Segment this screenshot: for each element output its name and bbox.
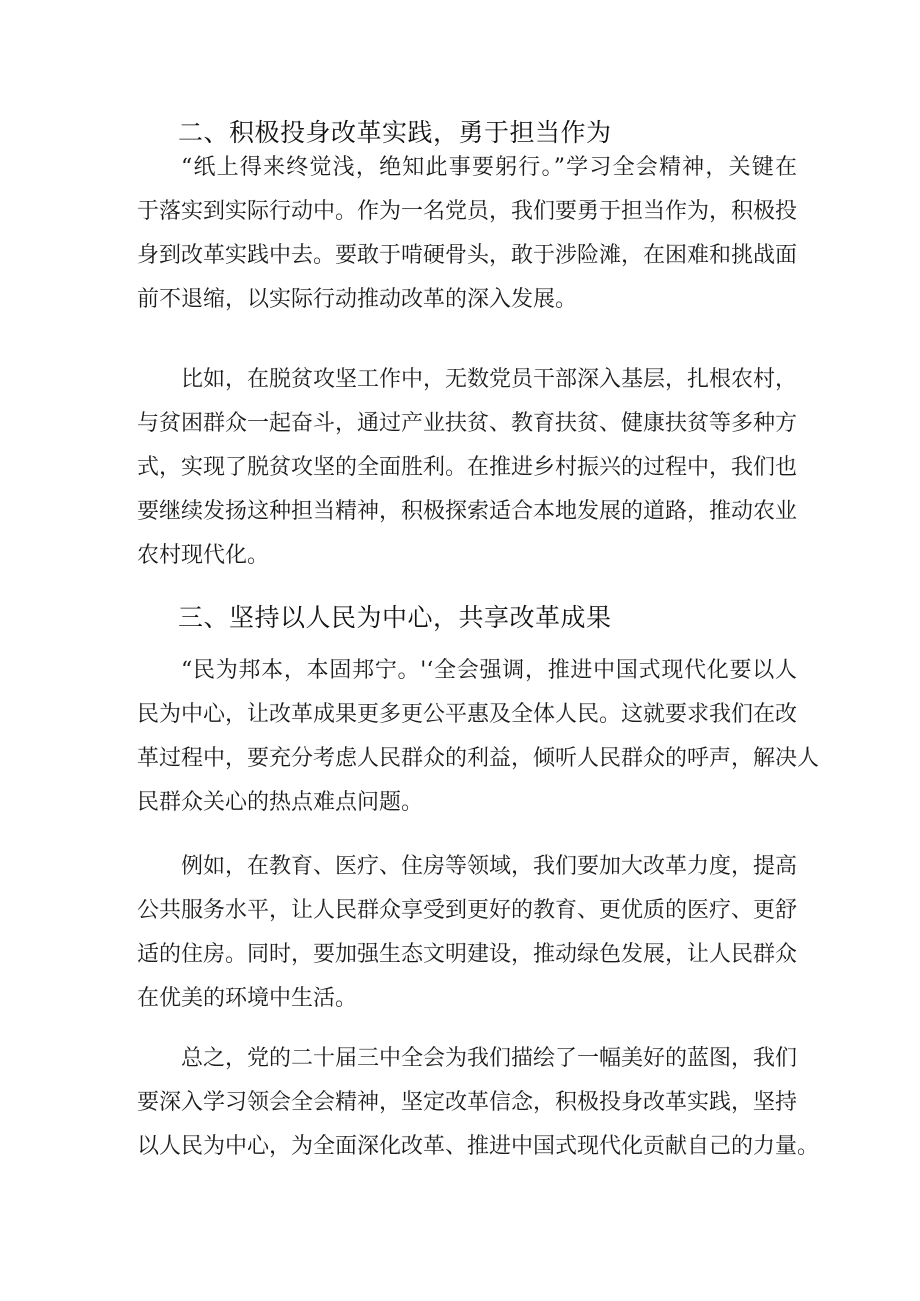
paragraph-conclusion xyxy=(137,1037,820,1169)
section-heading-2: 二、积极投身改革实践，勇于担当作为 xyxy=(178,118,612,147)
paragraph-line: 前不退缩，以实际行动推动改革的深入发展。 xyxy=(137,287,578,312)
paragraph-line: 身到改革实践中去。要敢于啃硬骨头，敢于涉险滩，在困难和挑战面 xyxy=(137,243,798,268)
paragraph-line: 民群众关心的热点难点问题。 xyxy=(137,790,424,815)
paragraph-line: 在优美的环境中生活。 xyxy=(137,986,358,1011)
paragraph-line: 适的住房。同时，要加强生态文明建设，推动绿色发展，让人民群众 xyxy=(137,942,798,967)
paragraph-line: 以人民为中心，为全面深化改革、推进中国式现代化贡献自己的力量。 xyxy=(137,1134,820,1159)
paragraph-line: 总之，党的二十届三中全会为我们描绘了一幅美好的蓝图，我们 xyxy=(181,1046,798,1071)
paragraph-practice xyxy=(137,146,797,322)
paragraph-line: 要深入学习领会全会精神，坚定改革信念，积极投身改革实践，坚持 xyxy=(137,1090,798,1115)
paragraph-people-centered xyxy=(137,649,820,825)
paragraph-line: 例如，在教育、医疗、住房等领域，我们要加大改革力度，提高 xyxy=(181,854,798,879)
paragraph-line: 革过程中，要充分考虑人民群众的利益，倾听人民群众的呼声，解决人 xyxy=(137,746,820,771)
paragraph-line: 式，实现了脱贫攻坚的全面胜利。在推进乡村振兴的过程中，我们也 xyxy=(137,455,798,480)
paragraph-line: “民为邦本，本固邦宁。'‘全会强调，推进中国式现代化要以人 xyxy=(181,658,797,683)
section-heading-3: 三、坚持以人民为中心，共享改革成果 xyxy=(178,603,612,632)
paragraph-line: 与贫困群众一起奋斗，通过产业扶贫、教育扶贫、健康扶贫等多种方 xyxy=(137,411,798,436)
paragraph-line: 于落实到实际行动中。作为一名党员，我们要勇于担当作为，积极投 xyxy=(137,199,798,224)
paragraph-line: 公共服务水平，让人民群众享受到更好的教育、更优质的医疗、更舒 xyxy=(137,898,798,923)
paragraph-line: 比如，在脱贫攻坚工作中，无数党员干部深入基层，扎根农村， xyxy=(181,367,798,392)
paragraph-line: 要继续发扬这种担当精神，积极探索适合本地发展的道路，推动农业 xyxy=(137,499,798,524)
paragraph-line: 民为中心，让改革成果更多更公平惠及全体人民。这就要求我们在改 xyxy=(137,702,798,727)
paragraph-line: “纸上得来终觉浅，绝知此事要躬行。”学习全会精神，关键在 xyxy=(181,155,797,180)
paragraph-line: 农村现代化。 xyxy=(137,543,270,568)
paragraph-poverty-example xyxy=(137,358,797,578)
paragraph-public-services-example xyxy=(137,845,797,1021)
